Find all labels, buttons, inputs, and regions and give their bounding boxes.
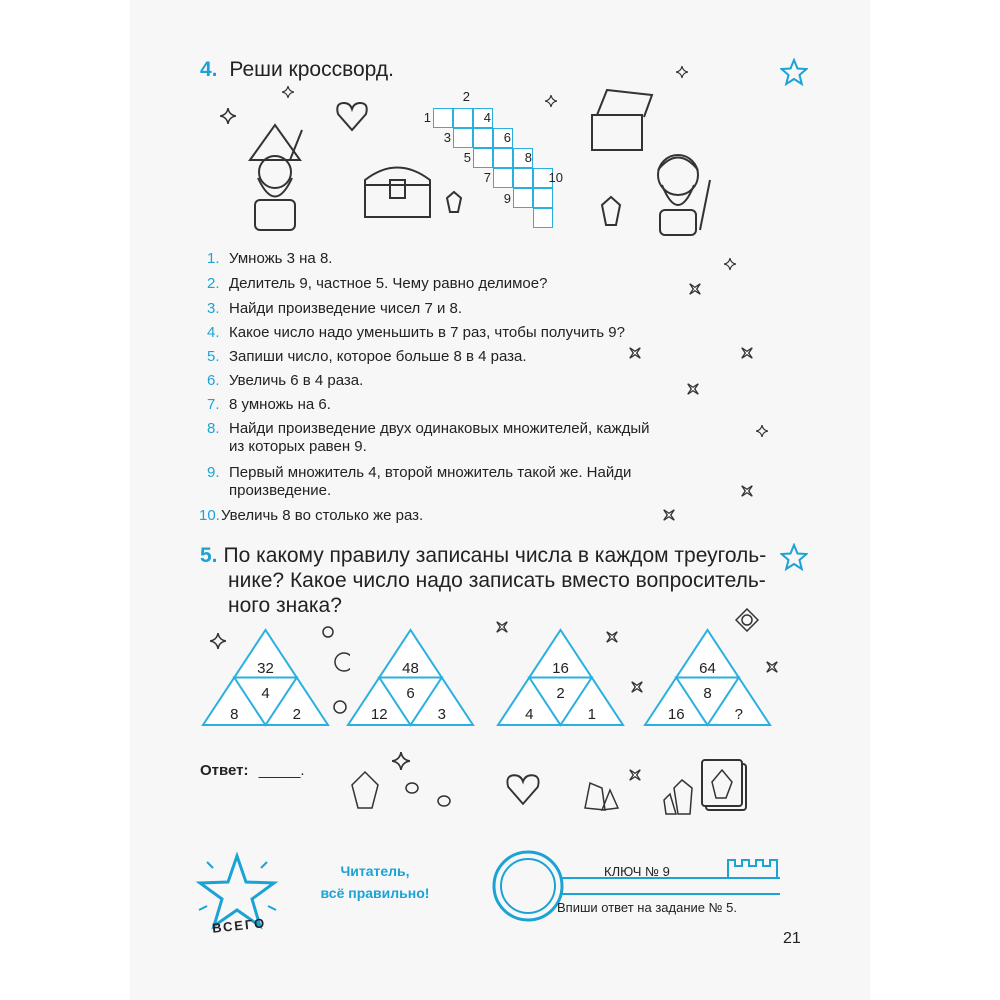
crystal-icon [445,190,463,214]
crossword-number: 6 [503,130,511,145]
task5-line1: По какому правилу записаны числа в каждом треуголь- [223,544,767,567]
sparkle-icon [676,66,688,78]
crossword-cell[interactable] [493,148,513,168]
sparkle-icon [740,346,754,360]
heart-gem-icon [505,772,541,806]
triangle-number-mid: 8 [703,685,712,702]
crossword-number: 2 [462,89,470,104]
crossword-number: 7 [483,170,491,185]
triangle-number-left: 16 [667,706,685,723]
sparkle-icon [630,680,644,694]
triangle-number-right: 3 [437,706,446,723]
triangle-number-right: 2 [292,706,301,723]
triangle-number-left: 4 [525,706,534,723]
triangle-number-mid: 4 [261,685,270,702]
bubbles-decoration [320,625,350,725]
task5-line2: нике? Какое число надо записать вместо вопроситель- [228,569,766,592]
list-item: 7. 8 умножь на 6. [207,396,331,413]
sparkle-icon [688,282,702,296]
list-item: 10.Увеличь 8 во столько же раз. [199,507,424,524]
sparkle-icon [392,752,410,770]
crossword-cell[interactable] [513,168,533,188]
crystal-icon [600,195,622,227]
list-item: 3. Найди произведение чисел 7 и 8. [207,300,463,317]
crossword-cell[interactable] [473,148,493,168]
list-item: 6. Увеличь 6 в 4 раза. [207,372,364,389]
triangle-number-top: 16 [552,660,569,677]
triangle-number-left: 8 [230,706,239,723]
answer-label: Ответ: [200,762,249,779]
sparkle-icon [628,346,642,360]
star-icon [780,58,808,86]
crystal-icon [350,770,380,810]
answer-line [200,762,305,779]
triangle-number-top: 48 [402,660,419,677]
task4-number: 4. [200,58,218,81]
sparkle-icon [724,258,736,270]
list-item: 1. Умножь 3 на 8. [207,250,333,267]
reader-message: Читатель, всё правильно! [320,863,430,901]
key-illustration [490,848,790,928]
sparkle-icon [220,108,236,124]
total-label: ВСЕГО [211,915,267,936]
crossword-number: 10 [548,170,563,185]
triangle-number-left: 12 [370,706,388,723]
gnome-illustration [230,120,320,240]
star-icon [780,543,808,571]
task4-title: Реши кроссворд. [229,58,394,81]
page-number: 21 [783,930,801,947]
sparkle-icon [545,95,557,107]
coin-icon [437,795,451,807]
triangle-number-right: 1 [587,706,596,723]
heart-gem-icon [335,100,369,132]
crossword-cell[interactable] [453,108,473,128]
crossword-cell[interactable] [493,168,513,188]
crossword-number: 4 [483,110,491,125]
sparkle-icon [495,620,509,634]
crossword-cell[interactable] [473,128,493,148]
sparkle-icon [756,425,768,437]
list-item: 5. Запиши число, которое больше 8 в 4 раза. [207,348,527,365]
list-item: 4. Какое число надо уменьшить в 7 раз, чтобы получить 9? [207,324,625,341]
list-item: 2. Делитель 9, частное 5. Чему равно делимое? [207,275,548,292]
sparkle-icon [765,660,779,674]
triangle-number-mid: 2 [556,685,565,702]
crossword-cell[interactable] [533,188,553,208]
answer-blank[interactable]: _____. [258,762,305,779]
key-hint: Впиши ответ на задание № 5. [557,900,738,915]
triangle-number-right: ? [734,706,743,723]
coin-icon [405,782,419,794]
gem-icon [735,608,759,632]
sparkle-icon [662,508,676,522]
sparkle-icon [628,768,642,782]
crossword-cell[interactable] [453,128,473,148]
miner-gnome-illustration [640,140,720,240]
book-illustration [700,758,752,814]
crossword-cell[interactable] [513,188,533,208]
task4-heading [200,58,394,82]
crossword-number: 1 [423,110,431,125]
list-item: 8. Найди произведение двух одинаковых множителей, каждый из которых равен 9. [207,420,650,455]
triangle-number-top: 64 [699,660,716,677]
sparkle-icon [740,484,754,498]
crystals-icon [660,778,700,816]
treasure-chest-illustration [360,155,435,225]
crossword-number: 3 [443,130,451,145]
crossword-cell[interactable] [533,208,553,228]
triangle-number-mid: 6 [406,685,415,702]
key-title: КЛЮЧ № 9 [604,864,670,879]
triangle-number-top: 32 [257,660,274,677]
task5-number: 5. [200,544,218,567]
task5-line3: ного знака? [228,594,342,617]
list-item: 9. Первый множитель 4, второй множитель такой же. Найди произведение. [207,464,632,499]
sparkle-icon [282,86,294,98]
task5-heading [200,543,785,618]
sparkle-icon [605,630,619,644]
crystals-icon [580,778,620,812]
crossword-number: 9 [503,191,511,206]
triangles-figure [195,625,795,735]
crossword-cell[interactable] [433,108,453,128]
crossword-number: 5 [463,150,471,165]
sparkle-icon [686,382,700,396]
crossword-number: 8 [524,150,532,165]
sparkle-icon [210,633,226,649]
